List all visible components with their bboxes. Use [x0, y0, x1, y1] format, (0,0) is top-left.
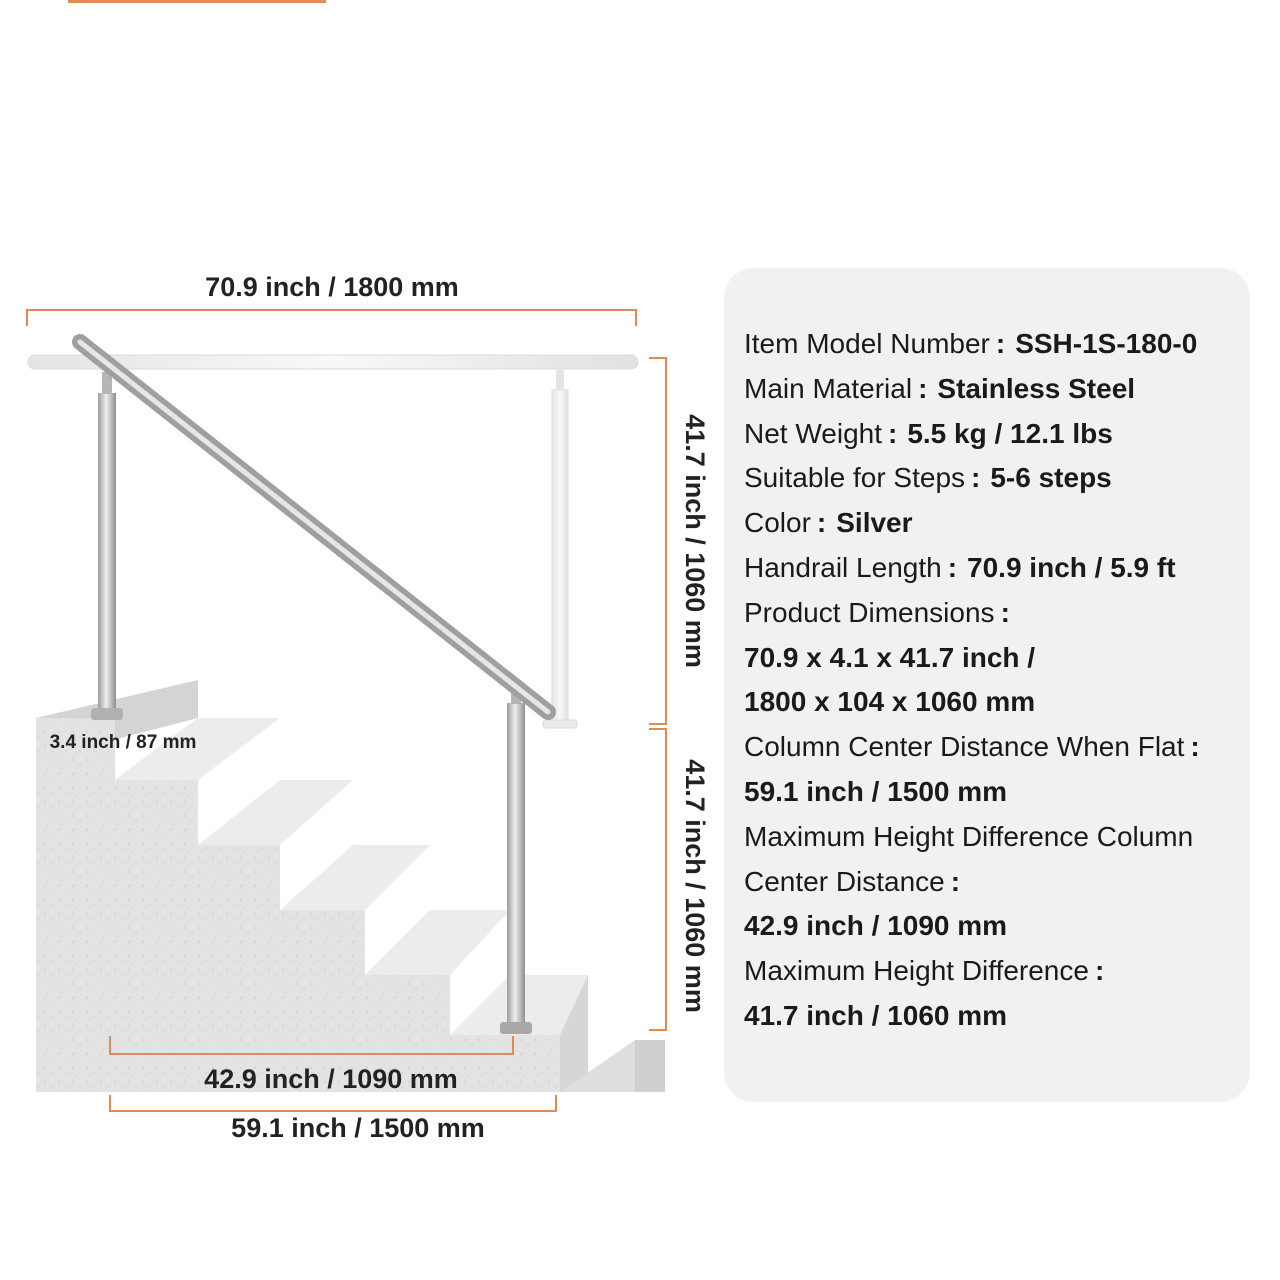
spec-max-height-label: Maximum Height Difference — [744, 955, 1089, 987]
spec-steps-label: Suitable for Steps — [744, 462, 966, 494]
dim-line-column-flat — [110, 1095, 556, 1111]
spec-max-column — [744, 815, 1249, 860]
spec-material-value: Stainless Steel — [937, 372, 1136, 404]
flat-right-base — [543, 720, 577, 728]
stair-tread-2 — [198, 780, 353, 845]
label-height-lower: 41.7 inch / 1060 mm — [680, 759, 710, 1013]
spec-length-label: Handrail Length — [744, 551, 942, 583]
spec-flat-distance — [744, 725, 1249, 770]
label-height-upper: 41.7 inch / 1060 mm — [680, 414, 710, 668]
spec-steps-value: 5-6 steps — [990, 462, 1112, 494]
left-base — [91, 708, 123, 720]
spec-max-column-value: 42.9 inch / 1090 mm — [744, 910, 1008, 942]
dim-line-overall-length — [27, 310, 636, 326]
spec-separator: : — [950, 865, 961, 897]
spec-max-height — [744, 949, 1249, 994]
stair-tread-3 — [280, 845, 430, 910]
right-post — [507, 703, 525, 1025]
spec-model-value: SSH-1S-180-0 — [1015, 328, 1198, 359]
label-column-slope: 42.9 inch / 1090 mm — [204, 1064, 458, 1094]
right-base — [500, 1022, 532, 1034]
spec-dimensions-value-mm: 1800 x 104 x 1060 mm — [744, 686, 1036, 718]
spec-separator: : — [1190, 731, 1200, 763]
spec-max-column-value-line — [744, 904, 1249, 949]
spec-flat-distance-label: Column Center Distance When Flat — [744, 731, 1185, 763]
spec-flat-distance-value: 59.1 inch / 1500 mm — [744, 775, 1008, 807]
spec-separator: : — [1000, 596, 1010, 628]
spec-material — [744, 367, 1249, 412]
flat-right-post — [552, 390, 568, 720]
spec-max-column-2 — [744, 860, 1249, 905]
sloped-rail-highlight — [80, 342, 548, 712]
spec-dimensions-mm — [744, 680, 1249, 725]
spec-dimensions-value-inch: 70.9 x 4.1 x 41.7 inch / — [744, 641, 1036, 673]
spec-list — [744, 322, 1249, 1039]
spec-model — [744, 322, 1249, 367]
spec-color-value: Silver — [836, 507, 913, 539]
spec-separator: : — [971, 462, 981, 494]
spec-separator: : — [918, 372, 928, 404]
spec-separator: : — [947, 551, 958, 583]
spec-separator: : — [888, 417, 898, 449]
spec-flat-distance-value-line — [744, 770, 1249, 815]
left-post — [98, 393, 116, 711]
spec-separator: : — [816, 507, 827, 539]
spec-max-height-value-line — [744, 994, 1249, 1039]
spec-weight — [744, 412, 1249, 457]
spec-panel — [724, 268, 1250, 1102]
spec-length-value: 70.9 inch / 5.9 ft — [967, 551, 1176, 583]
spec-model-label: Item Model Number — [744, 328, 990, 359]
spec-length — [744, 546, 1249, 591]
spec-steps — [744, 456, 1249, 501]
flat-right-connector — [556, 370, 564, 390]
spec-separator: : — [1094, 955, 1105, 987]
label-base-diameter: 3.4 inch / 87 mm — [49, 732, 197, 753]
stair-floor-edge — [635, 1040, 665, 1092]
dim-line-height-upper — [649, 358, 666, 724]
spec-dimensions-inch — [744, 636, 1249, 681]
spec-dimensions — [744, 591, 1249, 636]
spec-color-label: Color — [744, 507, 811, 539]
spec-weight-value: 5.5 kg / 12.1 lbs — [907, 417, 1113, 449]
dim-line-height-lower — [649, 729, 666, 1030]
stair-tread-4 — [365, 910, 510, 975]
spec-max-column-label-1: Maximum Height Difference Column — [744, 820, 1194, 852]
spec-color — [744, 501, 1249, 546]
label-column-flat: 59.1 inch / 1500 mm — [231, 1113, 485, 1143]
spec-material-label: Main Material — [744, 372, 913, 404]
spec-separator: : — [995, 328, 1006, 359]
spec-weight-label: Net Weight — [744, 417, 882, 449]
spec-max-height-value: 41.7 inch / 1060 mm — [744, 999, 1008, 1031]
spec-max-column-label-2: Center Distance — [744, 865, 945, 897]
label-overall-length: 70.9 inch / 1800 mm — [205, 272, 459, 302]
spec-dimensions-label: Product Dimensions — [744, 596, 995, 628]
